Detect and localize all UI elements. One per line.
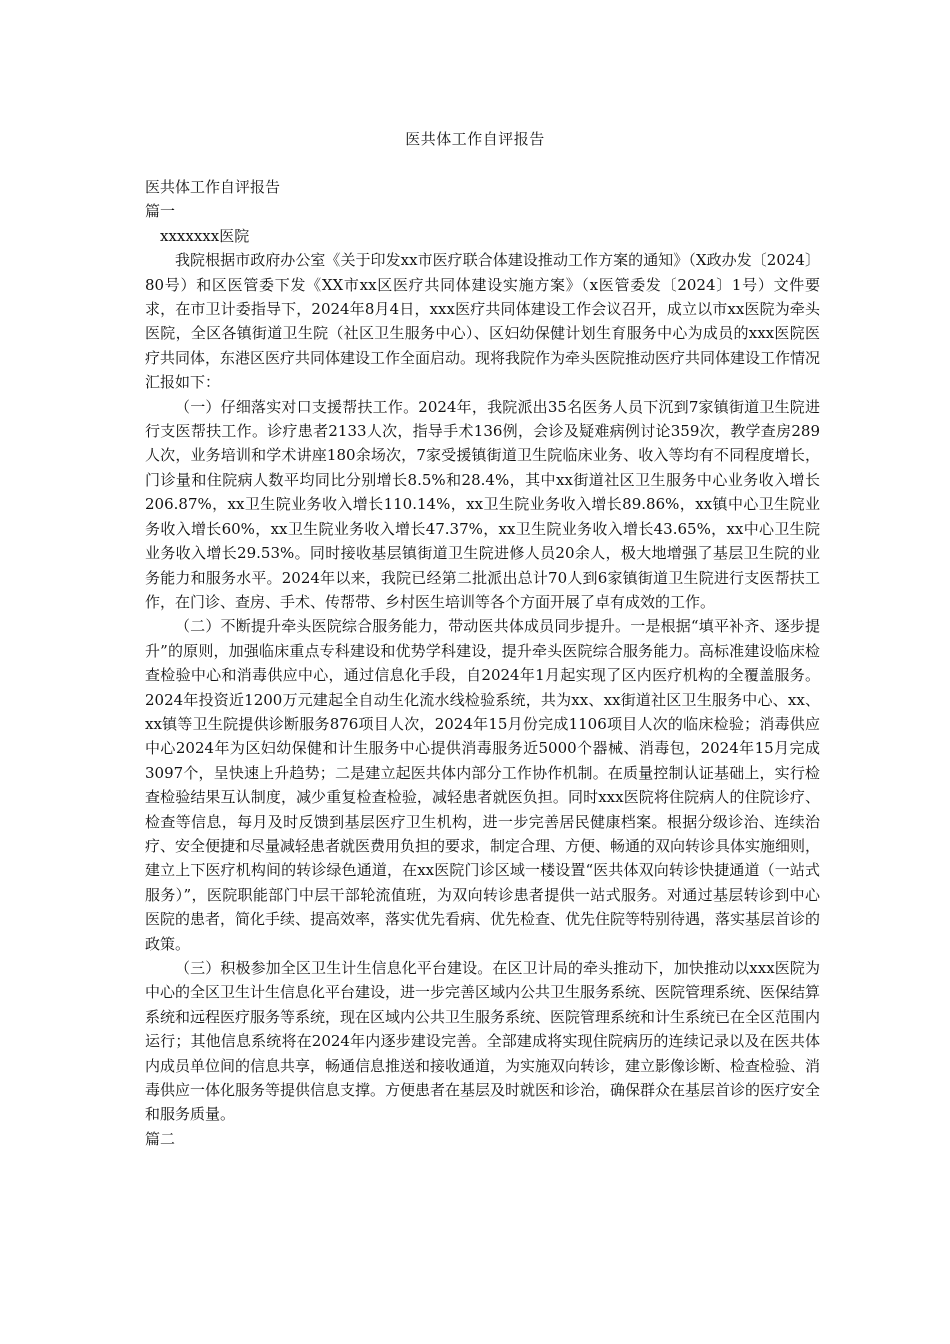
document-title: 医共体工作自评报告 xyxy=(405,130,545,148)
paragraph-section-1: （一）仔细落实对口支援帮扶工作。2024年，我院派出35名医务人员下沉到7家镇街道卫生院进行支医帮扶工作。诊疗患者2133人次，指导手术136例，会诊及疑难病例讨论359次，教学查房289人次，业务培训和学术讲座180余场次，7家受援镇街道卫生院临床业务、收入等均有不同程度增长，门诊量和住院病人数平均同比分别增长8.5%和28.4%，其中xx街道社区卫生服务中心业务收入增长206.87%，xx卫生院业务收入增长110.14%，xx卫生院业务收入增长89.86%，xx镇中心卫生院业务收入增长60%，xx卫生院业务收入增长47.37%，xx卫生院业务收入增长43.65%，xx中心卫生院业务收入增长29.53%。同时接收基层镇街道卫生院进修人员20余人，极大地增强了基层卫生院的业务能力和服务水平。2024年以来，我院已经第二批派出总计70人到6家镇街道卫生院进行支医帮扶工作，在门诊、查房、手术、传帮带、乡村医生培训等各个方面开展了卓有成效的工作。 xyxy=(145,397,820,611)
section-heading-1: 篇一 xyxy=(145,202,176,221)
hospital-name: xxxxxxx医院 xyxy=(160,226,250,245)
document-subtitle: 医共体工作自评报告 xyxy=(145,178,281,196)
section-heading-2: 篇二 xyxy=(145,1129,176,1148)
paragraph-section-3: （三）积极参加全区卫生计生信息化平台建设。在区卫计局的牵头推动下，加快推动以xxx医院为中心的全区卫生计生信息化平台建设，进一步完善区域内公共卫生服务系统、医院管理系统、医保结算系统和远程医疗服务等系统，现在区域内公共卫生服务系统、医院管理系统和计生系统已在全区范围内运行；其他信息系统将在2024年内逐步建设完善。全部建成将实现住院病历的连续记录以及在医共体内成员单位间的信息共享，畅通信息推送和接收通道，为实施双向转诊，建立影像诊断、检查检验、消毒供应一体化服务等提供信息支撑。方便患者在基层及时就医和诊治，确保群众在基层首诊的医疗安全和服务质量。 xyxy=(145,959,821,1124)
paragraph-intro: 我院根据市政府办公室《关于印发xx市医疗联合体建设推动工作方案的通知》（X政办发〔2024〕80号）和区医管委下发《XX市xx区医疗共同体建设实施方案》（x医管委发〔2024〕1号）文件要求，在市卫计委指导下，2024年8月4日，xxx医疗共同体建设工作会议召开，成立以市xx医院为牵头医院，全区各镇街道卫生院（社区卫生服务中心）、区妇幼保健计划生育服务中心为成员的xxx医院医疗共同体，东港区医疗共同体建设工作全面启动。现将我院作为牵头医院推动医疗共同体建设工作情况汇报如下： xyxy=(145,251,821,392)
paragraph-section-2: （二）不断提升牵头医院综合服务能力，带动医共体成员同步提升。一是根据“填平补齐、逐步提升”的原则，加强临床重点专科建设和优势学科建设，提升牵头医院综合服务能力。高标准建设临床检查检验中心和消毒供应中心，通过信息化手段，自2024年1月起实现了区内医疗机构的全覆盖服务。2024年投资近1200万元建起全自动生化流水线检验系统，共为xx、xx街道社区卫生服务中心、xx、xx镇等卫生院提供诊断服务876项目人次，2024年15月份完成1106项目人次的临床检验；消毒供应中心2024年为区妇幼保健和计生服务中心提供消毒服务近5000个器械、消毒包，2024年15月完成3097个，呈快速上升趋势；二是建立起医共体内部分工作协作机制。在质量控制认证基础上，实行检查检验结果互认制度，减少重复检查检验，减轻患者就医负担。同时xxx医院将住院病人的住院诊疗、检查等信息，每月及时反馈到基层医疗卫生机构，进一步完善居民健康档案。根据分级诊治、连续治疗、安全便捷和尽量减轻患者就医费用负担的要求，制定合理、方便、畅通的双向转诊具体实施细则，建立上下医疗机构间的转诊绿色通道，在xx医院门诊区域一楼设置“医共体双向转诊快捷通道（一站式服务）”，医院职能部门中层干部轮流值班，为双向转诊患者提供一站式服务。对通过基层转诊到中心医院的患者，简化手续、提高效率，落实优先看病、优先检查、优先住院等特别待遇，落实基层首诊的政策。 xyxy=(145,617,821,953)
document-body xyxy=(145,175,820,1151)
